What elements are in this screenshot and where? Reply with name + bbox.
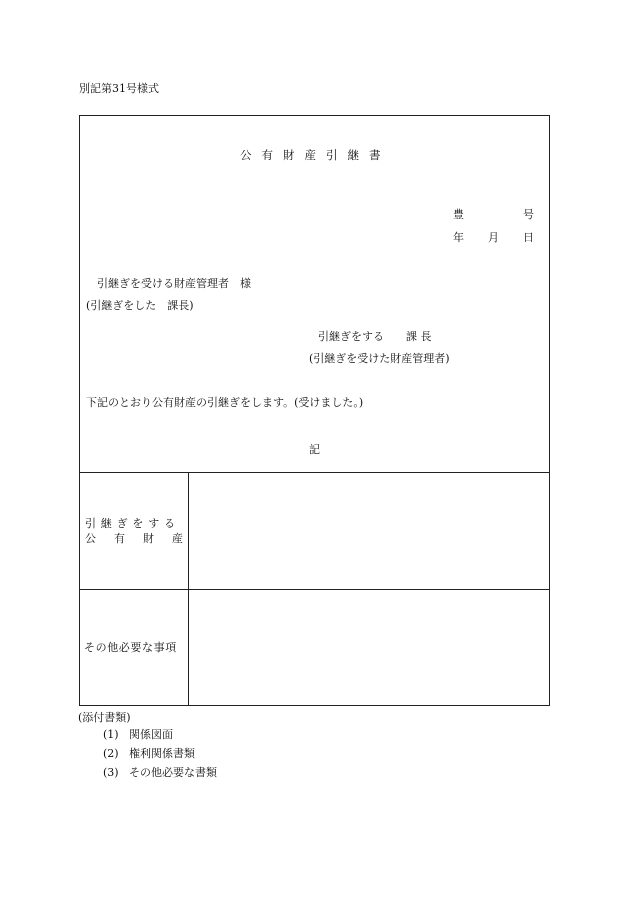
attachments-header: (添付書類) bbox=[78, 711, 131, 724]
form-number: 別記第31号様式 bbox=[79, 82, 159, 95]
date-year-label: 年 bbox=[453, 231, 464, 244]
date-month-label: 月 bbox=[488, 231, 499, 244]
attachment-label: 権利関係書類 bbox=[129, 747, 195, 760]
attachment-label: その他必要な書類 bbox=[129, 766, 217, 779]
sender-alt-line: (引継ぎを受けた財産管理者) bbox=[309, 352, 450, 365]
other-matters-label: その他必要な事項 bbox=[84, 641, 177, 654]
attachment-item bbox=[103, 729, 173, 740]
document-title: 公有財産引継書 bbox=[240, 148, 391, 162]
property-label-char: 産 bbox=[172, 532, 183, 545]
property-label-char: 財 bbox=[143, 532, 154, 545]
attachment-number: (2) bbox=[103, 747, 119, 760]
attachment-number: (3) bbox=[103, 766, 119, 779]
recipient-alt-line: (引継ぎをした 課長) bbox=[86, 299, 194, 312]
attachment-number: (1) bbox=[103, 728, 119, 741]
property-label-char: 有 bbox=[114, 532, 125, 545]
body-text: 下記のとおり公有財産の引継ぎをします。(受けました。) bbox=[86, 396, 364, 409]
table-column-divider bbox=[188, 472, 189, 706]
property-value-cell[interactable] bbox=[190, 474, 548, 588]
recipient-line: 引継ぎを受ける財産管理者 様 bbox=[97, 277, 251, 290]
other-matters-value-cell[interactable] bbox=[190, 591, 548, 705]
attachment-label: 関係図面 bbox=[129, 728, 173, 741]
doc-number-prefix: 豊 bbox=[453, 208, 464, 221]
attachment-item bbox=[103, 767, 217, 778]
doc-number-suffix: 号 bbox=[523, 208, 534, 221]
property-label-line2 bbox=[85, 533, 183, 544]
table-row-divider bbox=[79, 589, 550, 590]
date-day-label: 日 bbox=[523, 231, 534, 244]
property-label-char: 公 bbox=[85, 532, 96, 545]
sender-line: 引継ぎをする 課 長 bbox=[318, 330, 432, 343]
attachment-item bbox=[103, 748, 195, 759]
property-label-line1: 引継ぎをする bbox=[85, 517, 180, 530]
table-top-divider bbox=[79, 472, 550, 473]
ki-heading: 記 bbox=[309, 443, 320, 456]
